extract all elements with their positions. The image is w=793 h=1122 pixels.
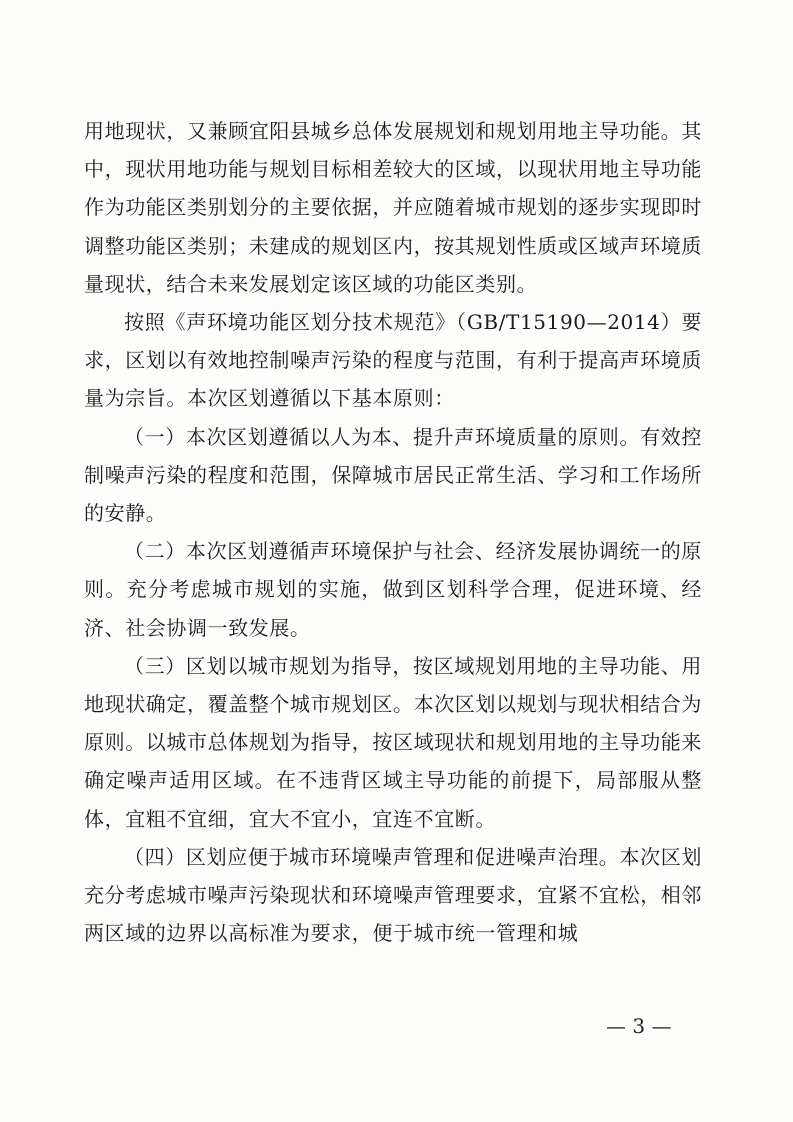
paragraph-1: 用地现状，又兼顾宜阳县城乡总体发展规划和规划用地主导功能。其中，现状用地功能与规划目标相差较大的区域，以现状用地主导功能作为功能区类别划分的主要依据，并应随着城市规划的逐步实现即时调整功能区类别；未建成的规划区内，按其规划性质或区域声环境质量现状，结合未来发展划定该区域的功能区类别。: [84, 119, 702, 296]
paragraph-2: 按照《声环境功能区划分技术规范》（GB/T15190—2014）要求，区划以有效地控制噪声污染的程度与范围，有利于提高声环境质量为宗旨。本次区划遵循以下基本原则：: [84, 310, 702, 411]
paragraph-5: （三）区划以城市规划为指导，按区域规划用地的主导功能、用地现状确定，覆盖整个城市规划区。本次区划以规划与现状相结合为原则。以城市总体规划为指导，按区域现状和规划用地的主导功能来确定噪声适用区域。在不违背区域主导功能的前提下，局部服从整体，宜粗不宜细，宜大不宜小，宜连不宜断。: [84, 653, 702, 831]
paragraph-4: （二）本次区划遵循声环境保护与社会、经济发展协调统一的原则。充分考虑城市规划的实施，做到区划科学合理，促进环境、经济、社会协调一致发展。: [84, 539, 702, 640]
paragraph-6: （四）区划应便于城市环境噪声管理和促进噪声治理。本次区划充分考虑城市噪声污染现状和环境噪声管理要求，宜紧不宜松，相邻两区域的边界以高标准为要求，便于城市统一管理和城: [84, 844, 702, 946]
page-number: — 3 —: [606, 1014, 672, 1038]
paragraph-3: （一）本次区划遵循以人为本、提升声环境质量的原则。有效控制噪声污染的程度和范围，保障城市居民正常生活、学习和工作场所的安静。: [84, 424, 702, 526]
body-text: [84, 112, 702, 952]
